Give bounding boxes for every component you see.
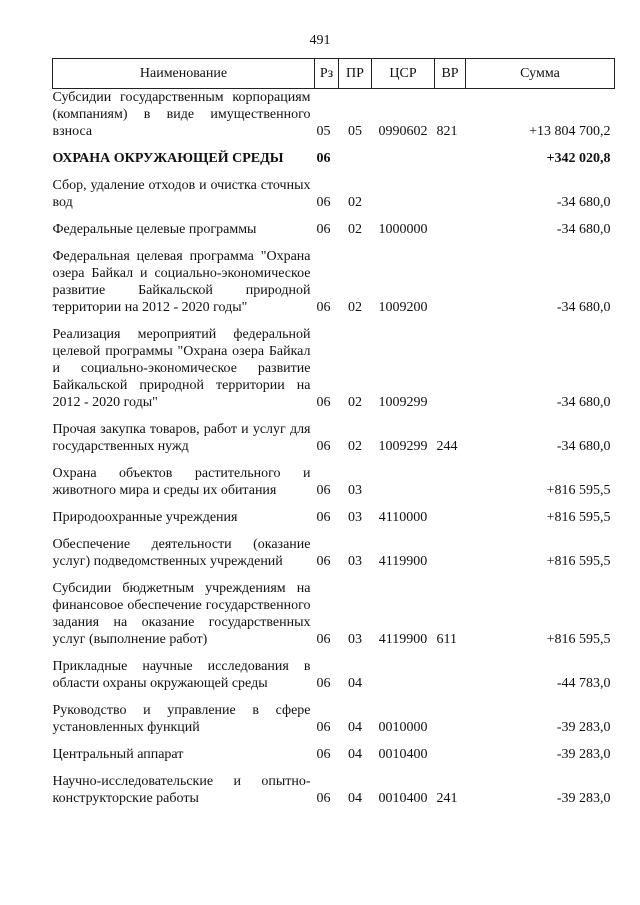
cell-pr: 03 [348, 510, 362, 525]
cell-sum: +816 595,5 [546, 554, 611, 569]
table-row [53, 316, 615, 411]
header-vr: ВР [435, 59, 466, 89]
cell-vr: 244 [436, 439, 458, 454]
cell-rz: 06 [316, 300, 331, 315]
cell-name: ОХРАНА ОКРУЖАЮЩЕЙ СРЕДЫ [52, 151, 284, 166]
cell-rz: 06 [316, 439, 331, 454]
cell-sum: +816 595,5 [546, 632, 611, 647]
cell-name: Субсидии бюджетным учреждениям на финансовое обеспечение государственного задания на оказание государственных услуг (выполнение работ) [52, 581, 311, 647]
cell-csr: 0010400 [378, 791, 428, 806]
cell-sum: +342 020,8 [546, 151, 611, 166]
cell-rz: 06 [316, 222, 331, 237]
cell-pr: 05 [348, 124, 362, 139]
table-body [53, 89, 615, 808]
cell-rz: 06 [316, 676, 331, 691]
cell-pr: 02 [348, 395, 362, 410]
table-row [53, 736, 615, 763]
cell-vr: 821 [436, 124, 458, 139]
cell-pr [339, 140, 372, 167]
cell-pr: 02 [348, 300, 362, 315]
cell-sum: -34 680,0 [556, 195, 611, 210]
cell-csr: 1009299 [378, 439, 428, 454]
cell-pr: 04 [348, 676, 362, 691]
header-sum: Сумма [466, 59, 615, 89]
cell-rz: 06 [316, 151, 331, 166]
cell-sum: +816 595,5 [546, 483, 611, 498]
cell-vr [435, 526, 466, 570]
budget-table-container [52, 58, 614, 807]
cell-sum: -44 783,0 [556, 676, 611, 691]
cell-name: Прикладные научные исследования в области охраны окружающей среды [52, 659, 311, 691]
cell-csr: 0010400 [378, 747, 428, 762]
cell-sum: -34 680,0 [556, 222, 611, 237]
table-row [53, 167, 615, 211]
cell-pr: 04 [348, 791, 362, 806]
table-row [53, 526, 615, 570]
cell-rz: 06 [316, 510, 331, 525]
cell-rz: 06 [316, 195, 331, 210]
cell-name: Субсидии государственным корпорациям (компаниям) в виде имущественного взноса [52, 90, 311, 139]
table-row [53, 140, 615, 167]
cell-name: Сбор, удаление отходов и очистка сточных вод [52, 178, 311, 210]
table-row [53, 692, 615, 736]
table-row [53, 570, 615, 648]
header-name: Наименование [53, 59, 315, 89]
header-pr: ПР [339, 59, 372, 89]
cell-sum: +816 595,5 [546, 510, 611, 525]
cell-csr: 1009299 [378, 395, 428, 410]
cell-csr: 1000000 [378, 222, 428, 237]
cell-csr [372, 648, 435, 692]
table-row [53, 763, 615, 807]
table-row [53, 89, 615, 141]
cell-csr: 4119900 [378, 554, 428, 569]
cell-rz: 06 [316, 632, 331, 647]
cell-rz: 05 [316, 124, 331, 139]
cell-sum: +13 804 700,2 [529, 124, 611, 139]
cell-pr: 02 [348, 439, 362, 454]
header-rz: Рз [315, 59, 339, 89]
cell-sum: -39 283,0 [556, 720, 611, 735]
cell-vr: 241 [436, 791, 458, 806]
cell-name: Федеральная целевая программа "Охрана озера Байкал и социально-экономическое развитие Байкальской природной территории на 2012 - 2020 годы" [52, 249, 311, 315]
cell-sum: -39 283,0 [556, 791, 611, 806]
cell-vr: 611 [436, 632, 457, 647]
cell-csr: 4119900 [378, 632, 428, 647]
cell-csr: 1009200 [378, 300, 428, 315]
cell-vr [435, 211, 466, 238]
cell-rz: 06 [316, 791, 331, 806]
cell-name: Федеральные целевые программы [52, 222, 257, 237]
cell-sum: -34 680,0 [556, 439, 611, 454]
cell-sum: -34 680,0 [556, 395, 611, 410]
table-row [53, 648, 615, 692]
cell-rz: 06 [316, 483, 331, 498]
cell-csr: 0010000 [378, 720, 428, 735]
cell-csr: 4110000 [378, 510, 428, 525]
cell-pr: 04 [348, 747, 362, 762]
cell-sum: -34 680,0 [556, 300, 611, 315]
cell-vr [435, 736, 466, 763]
cell-name: Прочая закупка товаров, работ и услуг для государственных нужд [52, 422, 311, 454]
cell-pr: 02 [348, 222, 362, 237]
table-row [53, 455, 615, 499]
cell-vr [435, 316, 466, 411]
cell-rz: 06 [316, 747, 331, 762]
cell-name: Обеспечение деятельности (оказание услуг) подведомственных учреждений [52, 537, 311, 569]
budget-table [52, 58, 615, 807]
cell-name: Природоохранные учреждения [52, 510, 238, 525]
cell-vr [435, 140, 466, 167]
cell-csr [372, 140, 435, 167]
cell-name: Реализация мероприятий федеральной целевой программы "Охрана озера Байкал и социально-экономическое развитие Байкальской природной территории на 2012 - 2020 годы" [52, 327, 311, 410]
cell-pr: 04 [348, 720, 362, 735]
table-row [53, 499, 615, 526]
cell-rz: 06 [316, 395, 331, 410]
cell-name: Центральный аппарат [52, 747, 184, 762]
cell-csr [372, 167, 435, 211]
cell-rz: 06 [316, 554, 331, 569]
table-row [53, 211, 615, 238]
cell-name: Руководство и управление в сфере установленных функций [52, 703, 311, 735]
cell-vr [435, 238, 466, 316]
cell-csr: 0990602 [378, 124, 428, 139]
cell-vr [435, 692, 466, 736]
cell-pr: 03 [348, 483, 362, 498]
cell-name: Научно-исследовательские и опытно-конструкторские работы [52, 774, 311, 806]
cell-vr [435, 167, 466, 211]
header-csr: ЦСР [372, 59, 435, 89]
table-header [53, 59, 615, 89]
cell-pr: 03 [348, 632, 362, 647]
cell-name: Охрана объектов растительного и животного мира и среды их обитания [52, 466, 311, 498]
cell-vr [435, 455, 466, 499]
cell-vr [435, 499, 466, 526]
cell-pr: 02 [348, 195, 362, 210]
table-row [53, 411, 615, 455]
cell-pr: 03 [348, 554, 362, 569]
cell-sum: -39 283,0 [556, 747, 611, 762]
page-number: 491 [309, 33, 331, 48]
table-row [53, 238, 615, 316]
cell-csr [372, 455, 435, 499]
cell-rz: 06 [316, 720, 331, 735]
cell-vr [435, 648, 466, 692]
